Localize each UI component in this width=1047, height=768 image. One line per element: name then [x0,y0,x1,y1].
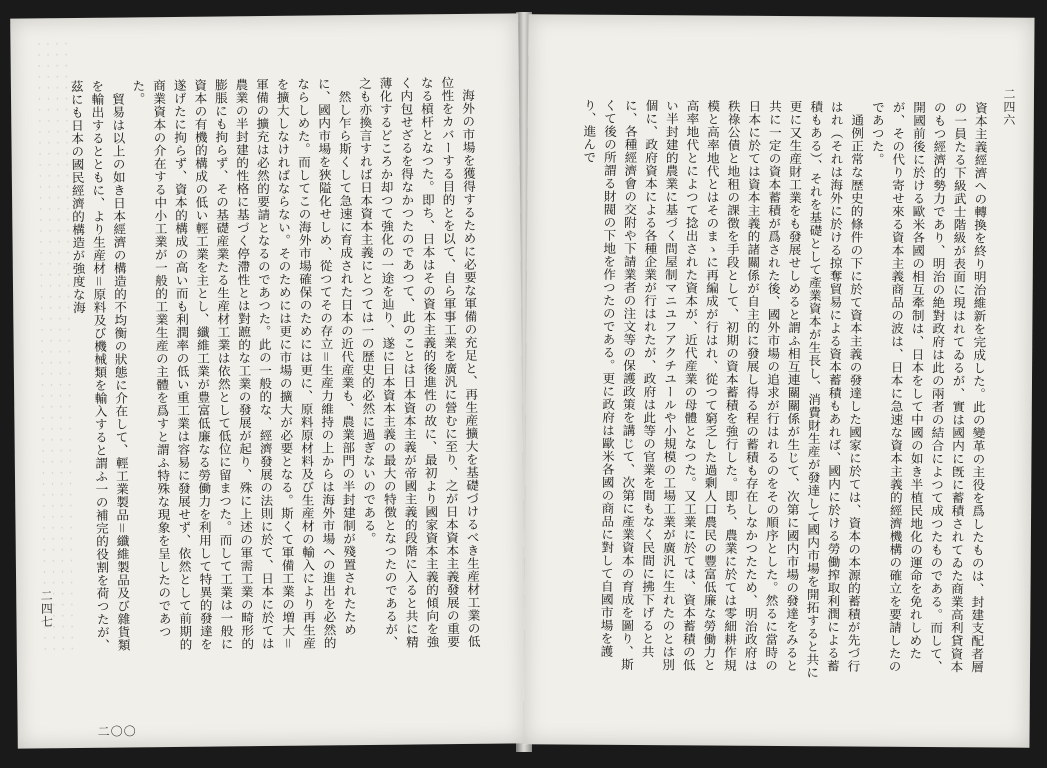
right-paragraph-1: 資本主義經濟への轉換を終り明治維新を完成した。此の變革の主役を爲したものは、封建支配者層の一員たる下級武士階級が表面に現はれてゐるが、實は國内に旣に蓄積されてゐた商業高利貸資本のもつ經濟的勢力であり、明治の絶對政府は此の兩者の結合によつて成つたものである。而して、開國前後に於ける歐米各國の相互牽制は、日本をして中國の如き半植民地化の運命を免れしめたが、その代り寄せ來る資本主義商品の波は、日本に急速な資本主義的經濟機構の確立を要請したのであつた。 [869,100,988,674]
right-page-text [560,98,990,683]
right-page-number: 二四六 [1001,87,1017,127]
left-footer-number: 二〇〇 [97,724,137,739]
left-paragraph-2: 然し乍ら斯くして急速に育成された日本の近代産業も、農業部門の半封建制が殘置されたために、國内市場を狹隘化せしめ、從つてその存立＝生産力維持の上からは海外市場への進出を必然的ならしめた。而してこの海外市場確保のためには更に、原料原材料及び生産材の輸入により再生産を擴大しなければならない。そのためには更に市場の擴大が必要となる。斯くて軍備工業の増大＝軍備の擴充は必然的要請となるのであつた。此の一般的な、經濟發展の法則に於て、日本に於ては農業の半封建的性格に基づく停滯性とは對蹠的な工業の發展が起り、殊に上述の軍需工業の畸形的膨脹にも拘らず、その基礎産業たる生産材工業は依然として低位に留まつた。而して工業は一般に資本の有機的構成の低い輕工業を主とし、纖維工業が豊富低廉なる勞働力を利用して特異的發達を遂げたに拘らず、資本的構成の高い而も利潤率の低い重工業は容易に發展せず、依然として前期的商業資本の介在する中小工業が一般的工業生産の主體を爲すと謂ふ特殊な現象を呈したのであつた。 [130,77,358,651]
right-page [523,14,1034,748]
left-page-number: 二四七 [39,589,54,629]
right-paragraph-2: 通例正常な歴史的條件の下に於て資本主義の發達した國家に於ては、資本の本源的蓄積が先づ行はれ（それは海外に於ける掠奪貿易による資本蓄積もあれば、國内に於ける勞働搾取利潤による蓄積もある）、それを基礎として產業資本が生長し、消費財生産が發達して國内市場を開拓すると共に更に又生産財工業をも發展せしめると謂ふ相互連關關係が生じて、次第に國内市場の發達をみると共に一定の資本蓄積が爲された後、國外市場の追求が行はれるのをその順序とした。然るに當時の日本に於ては資本主義的諸關係が自主的に發展し得る程の蓄積も存在しなかつたため、明治政府は秩祿公債と地租の課徴を手段として、初期の資本蓄積を強行した。即ち、農業に於ては零細耕作規模と高率地代とはそのまゝに再編成が行はれ、從つて窮乏した過剰人口農民の豐富低廉な勞働力と高率地代とによつて捻出された資本が、近代産業の母體となつた。又工業に於ては、資本蓄積の低い半封建的農業に基づく問屋制マニユフアクチユールや小規模の工場工業が廣汎に生れたのとは別個に、政府資本による各種企業が行はれたが、政府は此等の官業を間もなく民間に拂下げると共に、各種經濟會の交附や下請業者の注文等の保護政策を講じて、次第に產業資本の育成を圖り、斯くて後の所謂る財閥の下地を作つたのである。更に政府は歐米各國の商品に對して自國市場を護り、進んで [581,98,865,679]
left-page-text [51,76,483,654]
left-paragraph-1: 海外の市場を獲得するために必要な軍備の充足と、再生産擴大を基礎づけるべき生産材工業の低位性をカバーする目的とを以て、自ら軍事工業を廣汎に營むに至り、之が日本資本主義發展の重要なる槓杆となつた。即ち、日本はその資本主義的後進性の故に、最初より國家資本主義的傾向を強く内包せざるを得なかつたのであつて、此のことは日本資本主義が帝國主義的段階に入ると共に精薄化するどころか却つて強化の一途を辿り、遂に日本資本主義の最大の特徴となつたのであるが、之も亦換言すれば日本資本主義にとつては一の歴史的必然に過ぎないのである。 [356,76,481,649]
left-page [10,13,526,748]
left-paragraph-3: 貿易は以上の如き日本經濟の構造的不均衡の狀態に介在して、輕工業製品＝纖維製品及び雜貨類を輸出するとともに、より生産材＝原料及び機械類を輸入すると謂ふ一の補完的役割を荷つたが、茲にも日本の國民經濟的構造が強度な海 [68,79,131,652]
